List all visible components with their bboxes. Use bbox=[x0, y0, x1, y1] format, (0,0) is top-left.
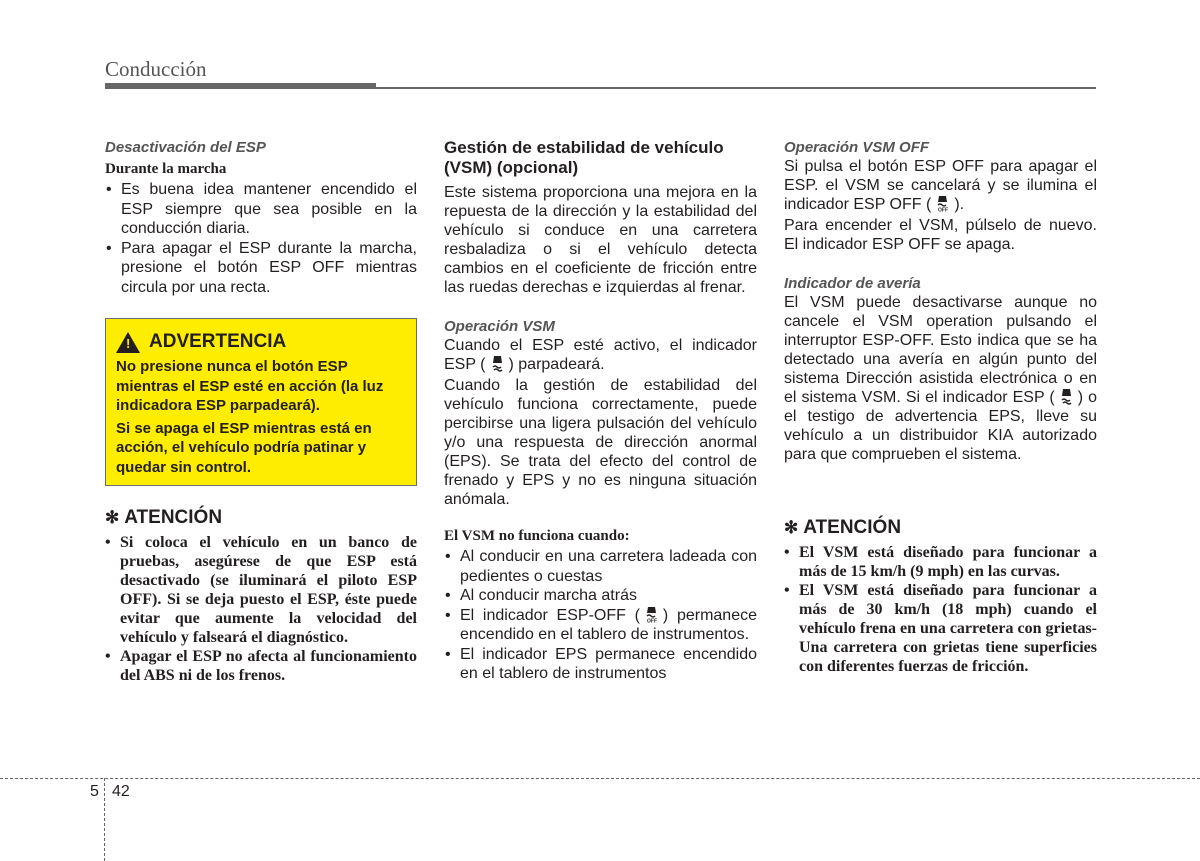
footer-divider bbox=[0, 778, 1200, 779]
section-number: 5 bbox=[90, 783, 99, 800]
header-rule bbox=[105, 83, 376, 89]
paragraph: Cuando la gestión de estabilidad del vehículo funciona correctamente, puede percibirse una ligera pulsación del vehículo y/o una respuesta de dirección anormal (EPS). Se trata del efecto del control de frenado y EPS y no es ninguna situación anómala. bbox=[444, 377, 757, 508]
warning-triangle-icon: ! bbox=[116, 332, 140, 353]
attention-title bbox=[784, 517, 1097, 539]
paragraph: Este sistema proporciona una mejora en la repuesta de la dirección y la estabilidad del vehículo si conduce en una carretera resbaladiza o si el vehículo detecta cambios en el coeficiente de fricción entre las ruedas derechas e izquierdas al frenar. bbox=[444, 184, 757, 296]
warning-title-text: ADVERTENCIA bbox=[149, 331, 287, 352]
subheading-esp-deactivation: Desactivación del ESP bbox=[105, 139, 266, 156]
bullet-list bbox=[105, 180, 417, 297]
list-item: • Para apagar el ESP durante la marcha, presione el botón ESP OFF mientras circula por una recta. bbox=[105, 239, 417, 298]
page-header-title: Conducción bbox=[105, 57, 207, 81]
asterisk-icon: ✻ bbox=[784, 518, 799, 537]
warning-box bbox=[105, 318, 417, 486]
footer-divider-vertical bbox=[104, 778, 105, 861]
subheading-while-driving: Durante la marcha bbox=[105, 161, 227, 177]
attention-title-text: ATENCIÓN bbox=[124, 507, 223, 528]
svg-text:OFF: OFF bbox=[646, 618, 657, 623]
page-number: 42 bbox=[112, 783, 130, 800]
attention-title bbox=[105, 507, 417, 529]
paragraph: El VSM puede desactivarse aunque no cancele el VSM operation pulsando el interruptor ESP-OFF. Esto indica que se ha detectado una avería en algún punto del sistema Dirección asistida electrónica o en el sistema VSM. Si el indicador ESP ( ) o el testigo de advertencia EPS, lleve su vehículo a un distribuidor KIA autorizado para que comprueben el sistema. bbox=[784, 294, 1097, 463]
header-rule-thin bbox=[376, 87, 1096, 89]
paragraph: Para encender el VSM, púlselo de nuevo. El indicador ESP OFF se apaga. bbox=[784, 217, 1097, 253]
attention-section-1 bbox=[105, 507, 417, 685]
subheading-vsm-operation: Operación VSM bbox=[444, 318, 555, 335]
esp-indicator-icon bbox=[1059, 388, 1074, 405]
list-item: • Al conducir marcha atrás bbox=[444, 586, 757, 606]
list-item: • El VSM está diseñado para funcionar a más de 15 km/h (9 mph) en las curvas. bbox=[784, 543, 1097, 581]
list-item: • Al conducir en una carretera ladeada con pedientes o cuestas bbox=[444, 547, 757, 586]
bullet-list bbox=[444, 547, 757, 684]
esp-indicator-icon bbox=[490, 355, 505, 372]
attention-list bbox=[105, 533, 417, 685]
esp-off-indicator-icon bbox=[644, 606, 659, 623]
list-item: • El VSM está diseñado para funcionar a más de 30 km/h (18 mph) cuando el vehículo frena en una carretera con grietas- Una carretera con grietas tiene superficies con diferentes fuerzas de fricción. bbox=[784, 581, 1097, 676]
list-item: • Apagar el ESP no afecta al funcionamiento del ABS ni de los frenos. bbox=[105, 647, 417, 685]
paragraph: Cuando el ESP esté activo, el indicador ESP ( ) parpadeará. bbox=[444, 337, 757, 373]
column-3 bbox=[784, 138, 1097, 464]
subheading-vsm-not-working: El VSM no funciona cuando: bbox=[444, 528, 630, 544]
warning-text: Si se apaga el ESP mientras está en acción, el vehículo podría patinar y quedar sin control. bbox=[116, 419, 372, 476]
subheading-vsm-off: Operación VSM OFF bbox=[784, 139, 930, 156]
esp-off-indicator-icon bbox=[935, 195, 950, 212]
svg-text:OFF: OFF bbox=[938, 207, 949, 212]
section-title-vsm: Gestión de estabilidad de vehículo (VSM) (opcional) bbox=[444, 138, 724, 177]
column-1 bbox=[105, 138, 417, 297]
list-item: • Si coloca el vehículo en un banco de pruebas, asegúrese de que ESP está desactivado (se iluminará el piloto ESP OFF). Si se deja puesto el ESP, éste puede evitar que aumente la velocidad del vehículo y falseará el diagnóstico. bbox=[105, 533, 417, 647]
list-item: • El indicador EPS permanece encendido en el tablero de instrumentos bbox=[444, 645, 757, 684]
column-2 bbox=[444, 138, 757, 684]
warning-title bbox=[116, 331, 406, 353]
list-item: • El indicador ESP-OFF ( OFF ) permanece encendido en el tablero de instrumentos. bbox=[444, 606, 757, 645]
paragraph: Si pulsa el botón ESP OFF para apagar el ESP. el VSM se cancelará y se ilumina el indicador ESP OFF ( OFF ). bbox=[784, 158, 1097, 213]
warning-text: No presione nunca el botón ESP mientras el ESP esté en acción (la luz indicadora ESP parpadeará). bbox=[116, 358, 384, 414]
list-item: • Es buena idea mantener encendido el ESP siempre que sea posible en la conducción diaria. bbox=[105, 180, 417, 239]
asterisk-icon: ✻ bbox=[105, 508, 120, 527]
attention-list bbox=[784, 543, 1097, 676]
subheading-fault-indicator: Indicador de avería bbox=[784, 275, 921, 292]
attention-title-text: ATENCIÓN bbox=[803, 517, 902, 538]
attention-section-2 bbox=[784, 517, 1097, 676]
